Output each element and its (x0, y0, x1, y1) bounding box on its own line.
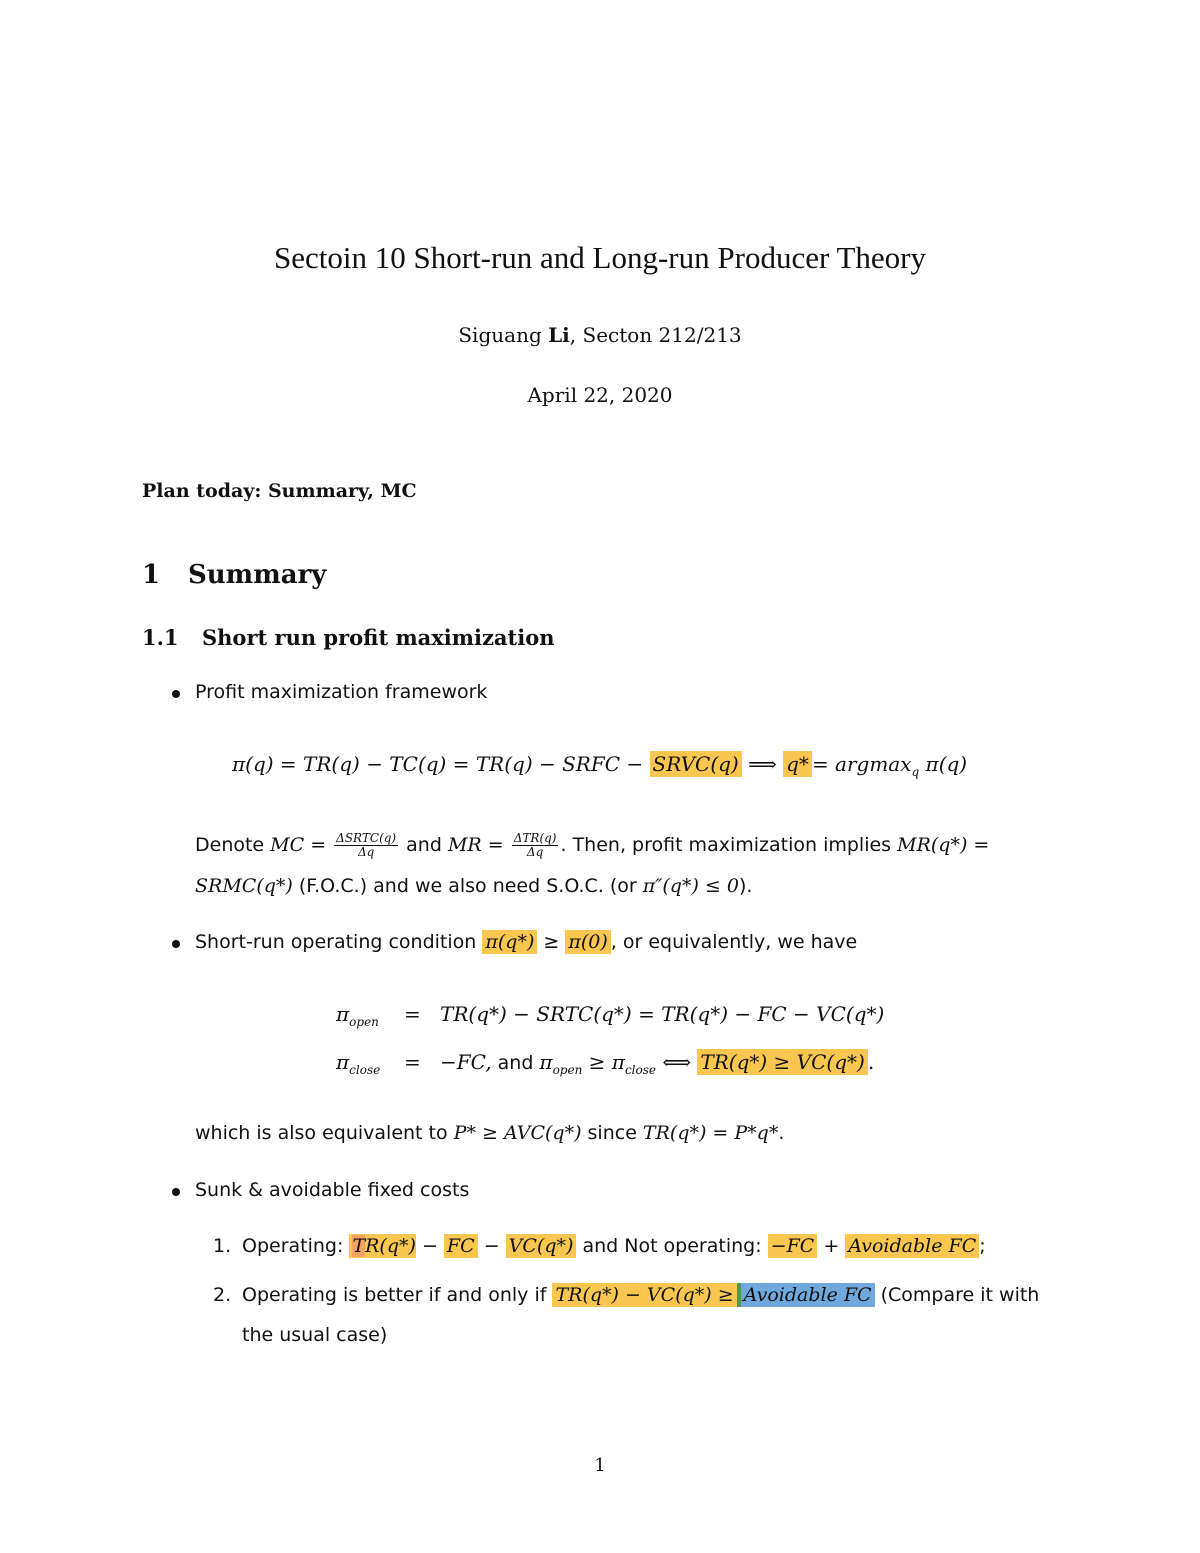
pi-open-rhs: TR(q*) − SRTC(q*) = TR(q*) − FC − VC(q*) (440, 1002, 885, 1026)
section-title: Summary (188, 560, 327, 590)
pi-close-lhs: $\pi_{close}$ (336, 1050, 381, 1077)
avoidable-fc-blue-highlight: Avoidable FC (737, 1283, 875, 1307)
item1-number: 1. (213, 1235, 232, 1257)
item2-text: Operating is better if and only if TR(q*) − VC(q*) ≥ Avoidable FC (Compare it with (242, 1284, 1040, 1306)
subsection-title: Short run profit maximization (202, 625, 555, 650)
pi-close-eq: = (404, 1050, 421, 1074)
item1-text: Operating: TR(q*) − FC − VC(q*) and Not operating: −FC + Avoidable FC ; (242, 1235, 986, 1257)
foc-soc-line: SRMC(q*) (F.O.C.) and we also need S.O.C. (or π″(q*) ≤ 0). (195, 875, 753, 897)
tr-vc-highlight: TR(q*) ≥ VC(q*) (697, 1049, 867, 1075)
bullet2-label: Short-run operating condition π(q*) ≥ π(0) , or equivalently, we have (195, 931, 858, 953)
bullet3-label: Sunk & avoidable fixed costs (195, 1179, 470, 1201)
profit-equation: π(q) = TR(q) − TC(q) = TR(q) − SRFC − SRVC(q) ⟹ q* = argmax$_q$ π(q) (232, 752, 968, 779)
avoidable-fc-highlight: Avoidable FC (845, 1234, 979, 1258)
tr-highlight: TR(q*) (349, 1234, 415, 1258)
author-name: Siguang (458, 323, 549, 347)
pi-close-rhs: −FC, and $\pi_{open} \ge \pi_{close}$ ⟺ TR(q*) ≥ VC(q*) . (440, 1050, 875, 1077)
author-line (0, 323, 1200, 347)
denote-line: Denote MC = $\frac{\text{ΔSRTC(q)}}{\Delta q}$ and MR = $\frac{\text{ΔTR(q)}}{\Delta q}$ . Then, profit maximization implies MR(q*) = (195, 831, 990, 859)
item2-text-line2: the usual case) (242, 1324, 388, 1346)
document-title: Sectoin 10 Short-run and Long-run Producer Theory (273, 240, 926, 275)
bullet1-label: Profit maximization framework (195, 681, 488, 703)
section-number: 1 (142, 560, 161, 590)
neg-fc-highlight: −FC (768, 1234, 818, 1258)
fc-highlight: FC (444, 1234, 478, 1258)
qstar-highlight: q* (783, 751, 812, 777)
mr-fraction: $\frac{\text{ΔTR(q)}}{\Delta q}$ (513, 831, 557, 859)
document-date: April 22, 2020 (527, 383, 673, 407)
bullet-icon (172, 1188, 180, 1196)
vc-highlight: VC(q*) (506, 1234, 577, 1258)
author-surname: Li (548, 323, 570, 347)
subsection-heading (142, 625, 554, 650)
which-line: which is also equivalent to P* ≥ AVC(q*) since TR(q*) = P*q*. (195, 1122, 785, 1144)
item2-number: 2. (213, 1284, 232, 1306)
tr-minus-vc-highlight: TR(q*) − VC(q*) ≥ (552, 1283, 736, 1307)
page-number: 1 (594, 1455, 606, 1476)
pi-open-eq: = (404, 1002, 421, 1026)
srvc-highlight: SRVC(q) (650, 751, 742, 777)
author-section: , Secton 212/213 (569, 323, 742, 347)
pi-open-lhs: $\pi_{open}$ (336, 1002, 379, 1029)
mc-fraction: $\frac{\text{ΔSRTC(q)}}{\Delta q}$ (336, 831, 397, 859)
subsection-number: 1.1 (142, 625, 179, 650)
plan-today: Plan today: Summary, MC (142, 480, 417, 502)
pi-zero-highlight: π(0) (565, 930, 610, 954)
pi-qstar-highlight: π(q*) (482, 930, 537, 954)
section-heading (142, 560, 326, 590)
bullet-icon (172, 940, 180, 948)
bullet-icon (172, 690, 180, 698)
